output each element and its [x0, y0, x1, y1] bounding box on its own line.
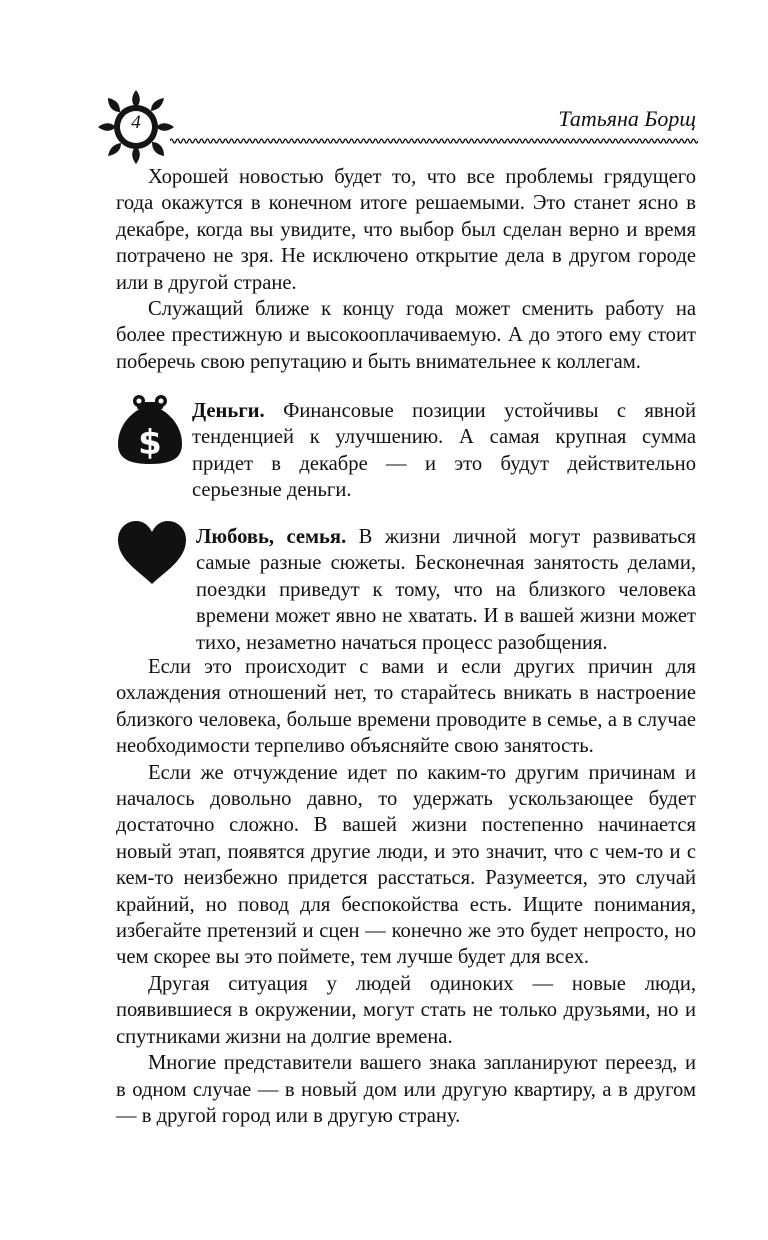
- love-lead-lines: [196, 524, 696, 656]
- paragraph: Служащий ближе к концу года может сменить работу на более престижную и высокооплачиваемую. А до этого ему стоит поберечь свою репутацию и быть внимательнее к коллегам.: [116, 298, 696, 373]
- money-heading: Деньги.: [192, 400, 265, 422]
- paragraph: Многие представители вашего знака запланируют переезд, и в одном случае — в новый дом или другую квартиру, а в другом — в другой город или в другую страну.: [116, 1052, 696, 1127]
- money-lead-lines: [192, 398, 696, 504]
- svg-text:$: $: [138, 423, 162, 463]
- page-number: 4: [131, 112, 141, 133]
- money-text: Финансовые позиции устойчивы с явной тенденцией к улучшению. А самая крупная сумма придет в декабре — и это будут действительно серьезные деньги.: [192, 400, 696, 502]
- love-continued-text: [116, 654, 696, 1129]
- intro-text: [116, 164, 696, 375]
- paragraph: Хорошей новостью будет то, что все проблемы грядущего года окажутся в конечном итоге решаемыми. Это станет ясно в декабре, когда вы увидите, что выбор был сделан верно и время потрачено не зря. Не исключено открытие дела в другом городе или в другой стране.: [116, 166, 696, 294]
- money-bag-icon: [116, 392, 184, 466]
- paragraph: Если же отчуждение идет по каким-то другим причинам и началось довольно давно, то удержать ускользающее будет достаточно сложно. В вашей жизни постепенно начинается новый этап, появятся другие люди, и это значит, что с чем-то и с кем-то неизбежно придется расстаться. Разумеется, это случай крайний, но повод для беспокойства есть. Ищите понимания, избегайте претензий и сцен — конечно же это будет непросто, но чем скорее вы это поймете, тем лучше будет для всех.: [116, 761, 696, 969]
- heart-icon: [116, 520, 188, 586]
- paragraph: Другая ситуация у людей одиноких — новые люди, появившиеся в окружении, могут стать не только друзьями, но и спутниками жизни на долгие времена.: [116, 972, 696, 1048]
- love-heading: Любовь, семья.: [196, 526, 347, 548]
- wavy-rule: [170, 136, 698, 146]
- love-text: В жизни личной могут развиваться самые разные сюжеты. Бесконечная занятость делами, поездки приведут к тому, что на близкого человека времени может явно не хватать. И в вашей жизни может тихо, незаметно начаться процесс разобщения.: [196, 526, 696, 654]
- paragraph: Если это происходит с вами и если других причин для охлаждения отношений нет, то старайтесь вникать в настроение близкого человека, больше времени проводите в семье, а в случае необходимости терпеливо объясняйте свою занятость.: [116, 656, 696, 758]
- running-head-author: Татьяна Борщ: [558, 106, 696, 131]
